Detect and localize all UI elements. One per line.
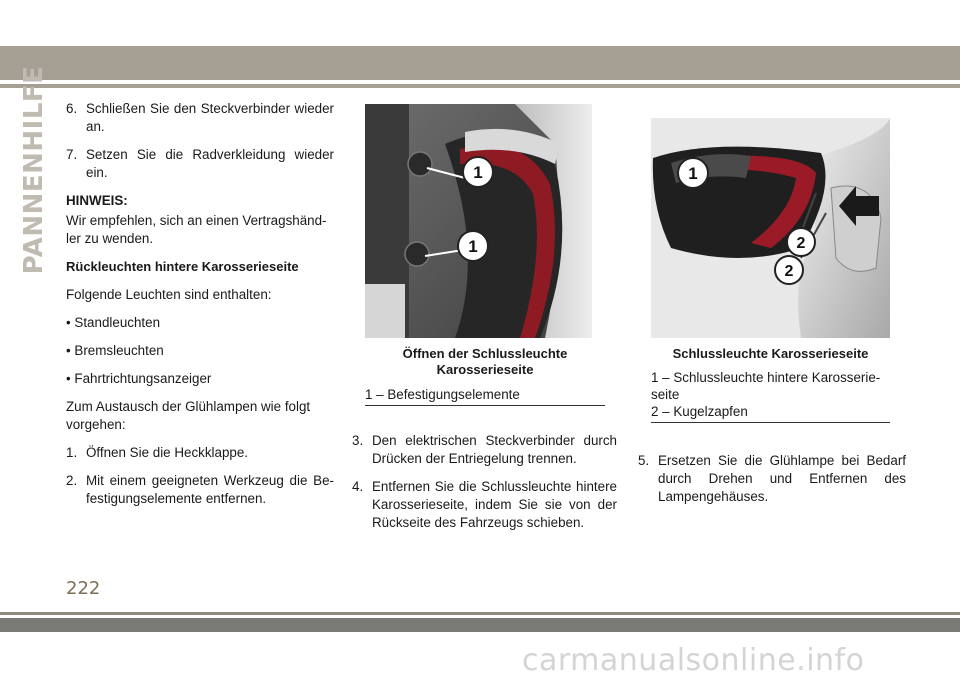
legend-item: 1 – Schlussleuchte hintere Karosserie-seite — [651, 370, 881, 402]
step-number: 1. — [66, 445, 78, 460]
text-column-3 — [638, 452, 906, 516]
caption-line: Öffnen der Schlussleuchte — [402, 346, 568, 361]
step-2 — [66, 472, 334, 508]
legend-item: 1 – Befestigungselemente — [365, 387, 520, 402]
callout-label: 1 — [468, 237, 478, 256]
step-number: 4. — [352, 479, 364, 494]
bullet-item: • Bremsleuchten — [66, 343, 164, 358]
footer-band — [0, 618, 960, 632]
watermark-text: carmanualsonline.info — [522, 643, 865, 678]
figure-1-legend — [365, 386, 605, 406]
tail-light-opening-illustration — [365, 104, 592, 338]
step-number: 5. — [638, 453, 650, 468]
bullet-item: • Standleuchten — [66, 315, 161, 330]
step-3 — [352, 432, 617, 468]
step-1 — [66, 444, 334, 462]
text-column-2 — [352, 432, 617, 542]
step-text: Schließen Sie den Steckverbinder wieder an. — [86, 101, 334, 134]
callout-label: 1 — [688, 164, 698, 183]
step-text: Mit einem geeigneten Werkzeug die Be-festigungselemente entfernen. — [86, 473, 334, 506]
intro-text: Folgende Leuchten sind enthalten: — [66, 287, 272, 302]
page-number: 222 — [66, 578, 101, 599]
step-text: Ersetzen Sie die Glühlampe bei Bedarf durch Drehen und Entfernen des Lampengehäuses. — [658, 453, 906, 504]
step-text: Den elektrischen Steckverbinder durch Drücken der Entriegelung trennen. — [372, 433, 617, 466]
step-7 — [66, 146, 334, 182]
legend-item: 2 – Kugelzapfen — [651, 404, 748, 419]
step-number: 7. — [66, 147, 78, 162]
section-subheading: Rückleuchten hintere Karosserieseite — [66, 259, 299, 274]
figure-tail-light-opening — [365, 104, 592, 338]
step-number: 6. — [66, 101, 78, 116]
tail-light-removed-illustration — [651, 118, 890, 338]
figure-1-caption — [365, 346, 605, 378]
step-text: Entfernen Sie die Schlussleuchte hintere Karosserieseite, indem Sie sie von der Rückseite des Fahrzeugs schieben. — [372, 479, 617, 530]
figure-tail-light-removed — [651, 118, 890, 338]
callout-label: 2 — [796, 235, 806, 252]
header-rule — [0, 84, 960, 88]
step-5 — [638, 452, 906, 506]
step-number: 3. — [352, 433, 364, 448]
section-tab — [18, 65, 50, 275]
step-6 — [66, 100, 334, 136]
text-column-1 — [66, 100, 334, 518]
callout-label: 2 — [784, 263, 794, 280]
bullet-item: • Fahrtrichtungsanzeiger — [66, 371, 212, 386]
caption-line: Schlussleuchte Karosserieseite — [672, 346, 869, 361]
step-number: 2. — [66, 473, 78, 488]
footer-rule — [0, 612, 960, 615]
note-text: Wir empfehlen, sich an einen Vertragshänd-ler zu wenden. — [66, 213, 327, 246]
step-text: Setzen Sie die Radverkleidung wieder ein. — [86, 147, 334, 180]
figure-2-legend — [651, 369, 890, 423]
step-4 — [352, 478, 617, 532]
figure-2-caption — [651, 346, 890, 362]
step-text: Öffnen Sie die Heckklappe. — [86, 445, 249, 460]
caption-line: Karosserieseite — [436, 362, 534, 377]
note-block — [66, 192, 334, 248]
callout-label: 1 — [473, 163, 483, 182]
procedure-intro: Zum Austausch der Glühlampen wie folgt vorgehen: — [66, 399, 311, 432]
note-heading: HINWEIS: — [66, 193, 128, 208]
section-tab-label: PANNENHILFE — [19, 65, 49, 275]
header-band — [0, 46, 960, 80]
